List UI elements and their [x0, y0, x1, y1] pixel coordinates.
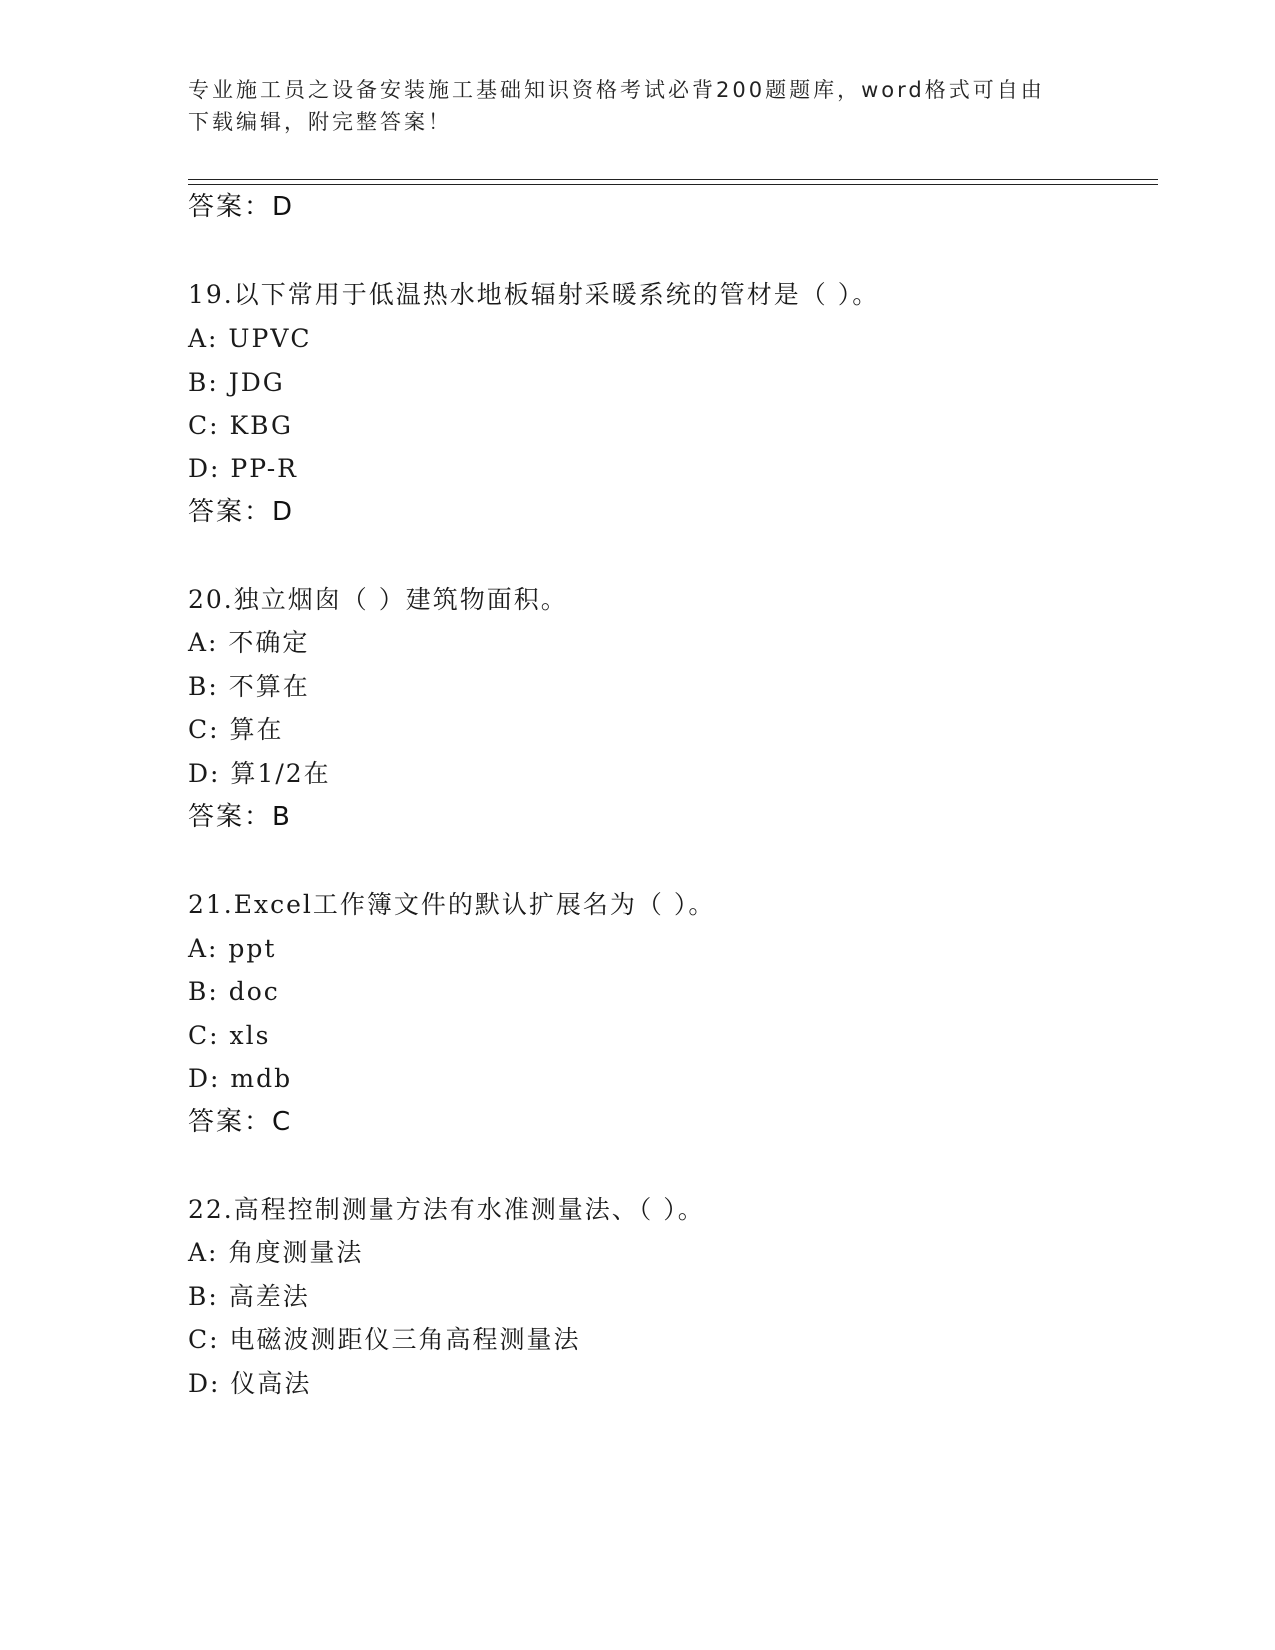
question-option: B: 高差法 [188, 1282, 310, 1311]
question-option: A: 不确定 [188, 628, 310, 657]
question-option: D: mdb [188, 1064, 293, 1093]
question-option: A: ppt [188, 934, 277, 963]
question-option: C: KBG [188, 411, 293, 440]
question-option: C: xls [188, 1021, 271, 1050]
question-option: A: UPVC [188, 324, 312, 353]
header-line-1: 专业施工员之设备安装施工基础知识资格考试必背200题题库，word格式可自由 [188, 78, 1045, 102]
question-stem: 21.Excel工作簿文件的默认扩展名为（ ）。 [188, 890, 716, 919]
question-stem: 19.以下常用于低温热水地板辐射采暖系统的管材是（ ）。 [188, 280, 880, 309]
question-option: A: 角度测量法 [188, 1238, 364, 1267]
question-option: D: 算1/2在 [188, 759, 331, 788]
question-stem: 22.高程控制测量方法有水准测量法、（ ）。 [188, 1195, 705, 1224]
question-option: B: JDG [188, 368, 285, 397]
header-line-2: 下载编辑，附完整答案！ [188, 110, 452, 134]
question-option: C: 电磁波测距仪三角高程测量法 [188, 1325, 581, 1354]
header-divider-top [188, 179, 1158, 180]
question-option: C: 算在 [188, 715, 284, 744]
header-divider-bottom [188, 184, 1158, 185]
question-answer: 答案：B [188, 802, 292, 832]
question-option: D: PP-R [188, 454, 298, 483]
previous-answer: 答案：D [188, 192, 295, 222]
question-option: D: 仪高法 [188, 1369, 312, 1398]
question-option: B: doc [188, 977, 280, 1006]
question-answer: 答案：C [188, 1107, 293, 1137]
document-header [188, 74, 1088, 138]
question-answer: 答案：D [188, 497, 295, 527]
question-option: B: 不算在 [188, 672, 310, 701]
question-stem: 20.独立烟囱（ ）建筑物面积。 [188, 585, 568, 614]
